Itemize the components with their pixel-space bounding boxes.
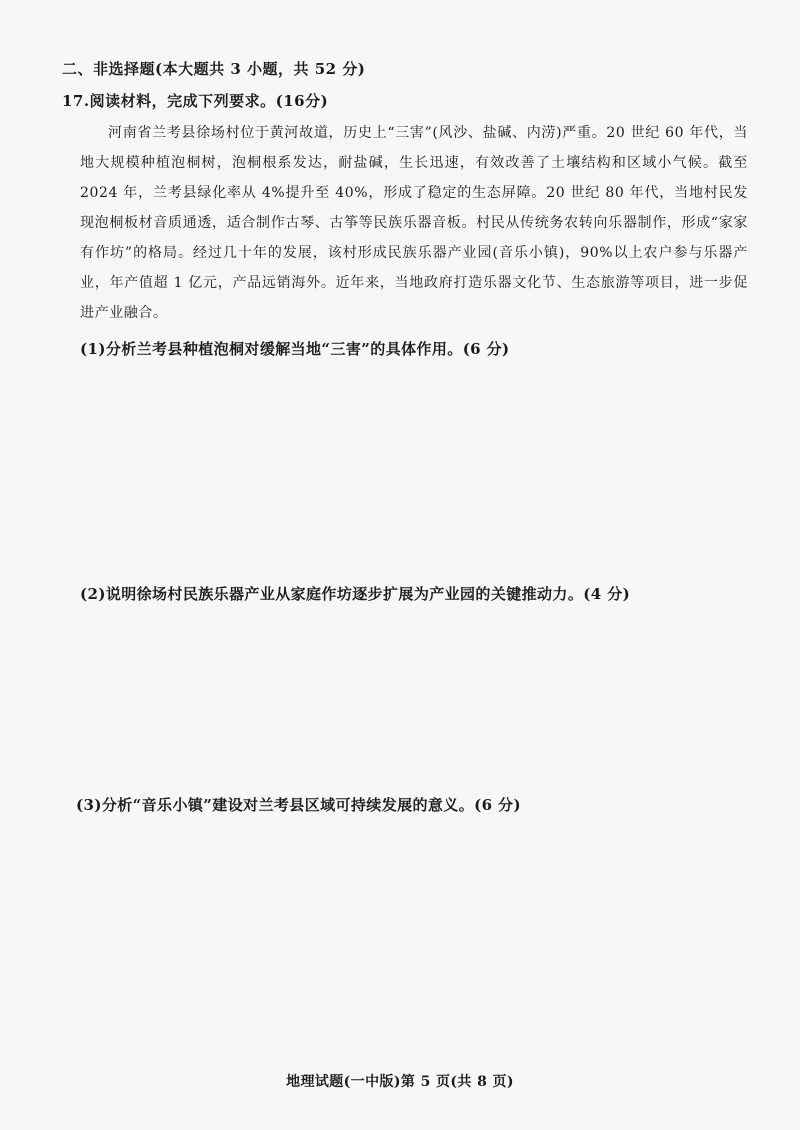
sub-question-2: (2)说明徐场村民族乐器产业从家庭作坊逐步扩展为产业园的关键推动力。(4 分) <box>80 585 631 603</box>
page-footer: 地理试题(一中版)第 5 页(共 8 页) <box>286 1074 514 1090</box>
question-title: 17.阅读材料，完成下列要求。(16分) <box>62 92 329 110</box>
reading-material: 河南省兰考县徐场村位于黄河故道，历史上“三害”(风沙、盐碱、内涝)严重。20 世纪 60 年代，当地大规模种植泡桐树，泡桐根系发达，耐盐碱，生长迅速，有效改善了土壤结构和区域小气候。截至 2024 年，兰考县绿化率从 4%提升至 40%，形成了稳定的生态屏障。20 世纪 80 年代，当地村民发现泡桐板材音质通透，适合制作古琴、古筝等民族乐器音板。村民从传统务农转向乐器制作，形成“家家有作坊”的格局。经过几十年的发展，该村形成民族乐器产业园(音乐小镇)，90%以上农户参与乐器产业，年产值超 1 亿元，产品远销海外。近年来，当地政府打造乐器文化节、生态旅游等项目，进一步促进产业融合。 <box>80 125 748 321</box>
section-title: 二、非选择题(本大题共 3 小题，共 52 分) <box>62 60 366 78</box>
sub-question-1: (1)分析兰考县种植泡桐对缓解当地“三害”的具体作用。(6 分) <box>80 340 510 358</box>
sub-question-3: (3)分析“音乐小镇”建设对兰考县区域可持续发展的意义。(6 分) <box>76 796 521 814</box>
